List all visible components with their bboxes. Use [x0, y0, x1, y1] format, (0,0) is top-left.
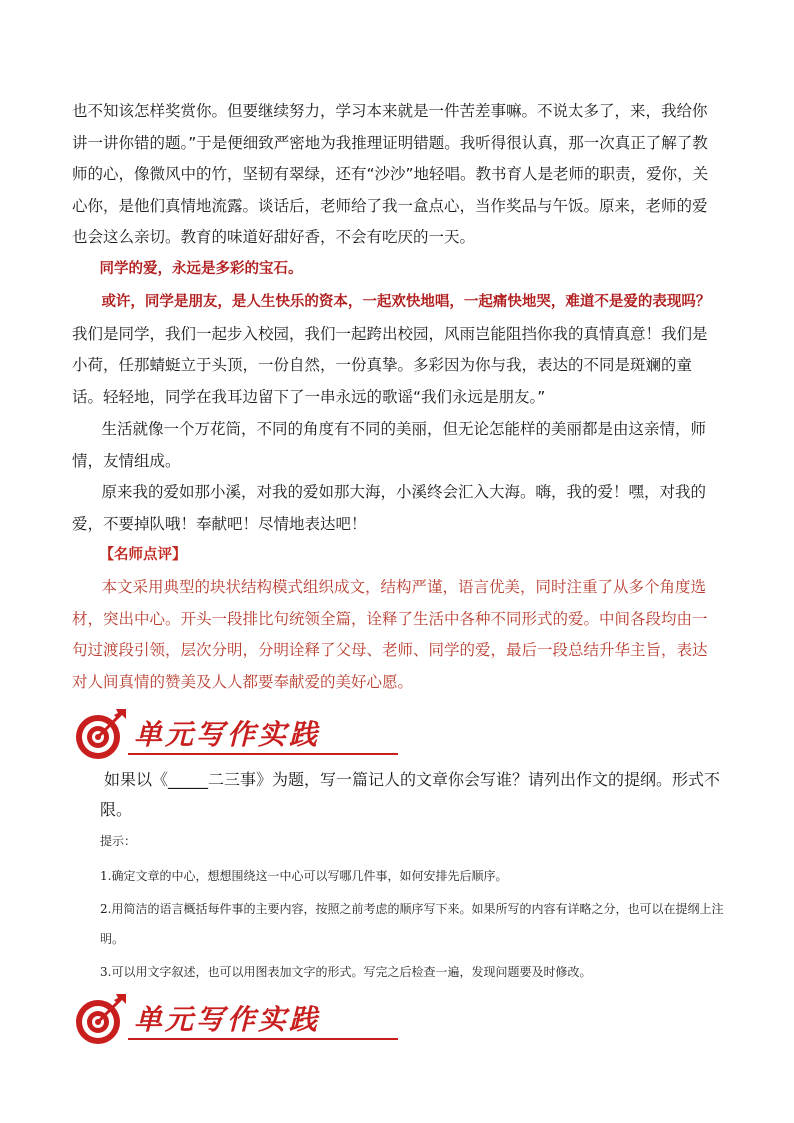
title-underline: [128, 1038, 398, 1040]
hint-item-3: 3.可以用文字叙述，也可以用图表加文字的形式。写完之后检查一遍，发现问题要及时修改。: [100, 965, 592, 979]
review-heading: 【名师点评】: [99, 547, 187, 563]
paragraph-kaleidoscope: 生活就像一个万花筒，不同的角度有不同的美丽，但无论怎能样的美丽都是由这亲情，师情，友情组成。: [72, 420, 706, 470]
transition-sentence-classmates: 同学的爱，永远是多彩的宝石。: [99, 261, 303, 277]
target-icon: [72, 990, 130, 1048]
paragraph-teacher-love-end: 也不知该怎样奖赏你。但要继续努力，学习本来就是一件苦差事嘛。不说太多了，来，我给你讲一讲你错的题。”于是便细致严密地为我推理证明错题。我听得很认真，那一次真正了解了教师的心，像微风中的竹，坚韧有翠绿，还有“沙沙”地轻唱。教书育人是老师的职责，爱你，关心你，是他们真情地流露。谈话后，老师给了我一盒点心，当作奖品与午饭。原来，老师的爱也会这么亲切。教育的味道好甜好香，不会有吃厌的一天。: [72, 102, 709, 246]
review-text: 本文采用典型的块状结构模式组织成文，结构严谨，语言优美，同时注重了从多个角度选材，突出中心。开头一段排比句统领全篇，诠释了生活中各种不同形式的爱。中间各段均由一句过渡段引领，层次分明，分明诠释了父母、老师、同学的爱，最后一段总结升华主旨，表达对人间真情的赞美及人人都要奉献爱的美好心愿。: [72, 578, 708, 691]
section-title: 单元写作实践: [134, 718, 321, 751]
section-title: 单元写作实践: [134, 1003, 321, 1036]
hint-item-1: 1.确定文章的中心，想想围绕这一中心可以写哪几件事，如何安排先后顺序。: [100, 869, 508, 883]
classmates-lead-sentence: 或许，同学是朋友，是人生快乐的资本，一起欢快地唱，一起痛快地哭，难道不是爱的表现吗？: [101, 294, 711, 310]
section-banner-writing-practice: [72, 705, 332, 767]
classmates-body-text: 我们是同学，我们一起步入校园，我们一起跨出校园，风雨岂能阻挡你我的真情真意！我们是小荷，任那蜻蜓立于头顶，一份自然，一份真挚。多彩因为你与我，表达的不同是斑斓的童话。轻轻地，同学在我耳边留下了一串永远的歌谣“我们永远是朋友。”: [72, 324, 708, 406]
hint-item-2: 2.用简洁的语言概括每件事的主要内容，按照之前考虑的顺序写下来。如果所写的内容有详略之分，也可以在提纲上注明。: [100, 902, 724, 946]
hint-label: 提示：: [100, 834, 137, 848]
target-icon: [72, 705, 130, 763]
section-banner-writing-practice-2: [72, 990, 332, 1052]
writing-prompt: 如果以《_____二三事》为题，写一篇记人的文章你会写谁？请列出作文的提纲。形式不限。: [100, 770, 721, 819]
paragraph-conclusion: 原来我的爱如那小溪，对我的爱如那大海，小溪终会汇入大海。嗨，我的爱！嘿，对我的爱，不要掉队哦！奉献吧！尽情地表达吧！: [72, 483, 706, 533]
paragraph-classmates-love: [72, 286, 722, 413]
title-underline: [128, 753, 398, 755]
